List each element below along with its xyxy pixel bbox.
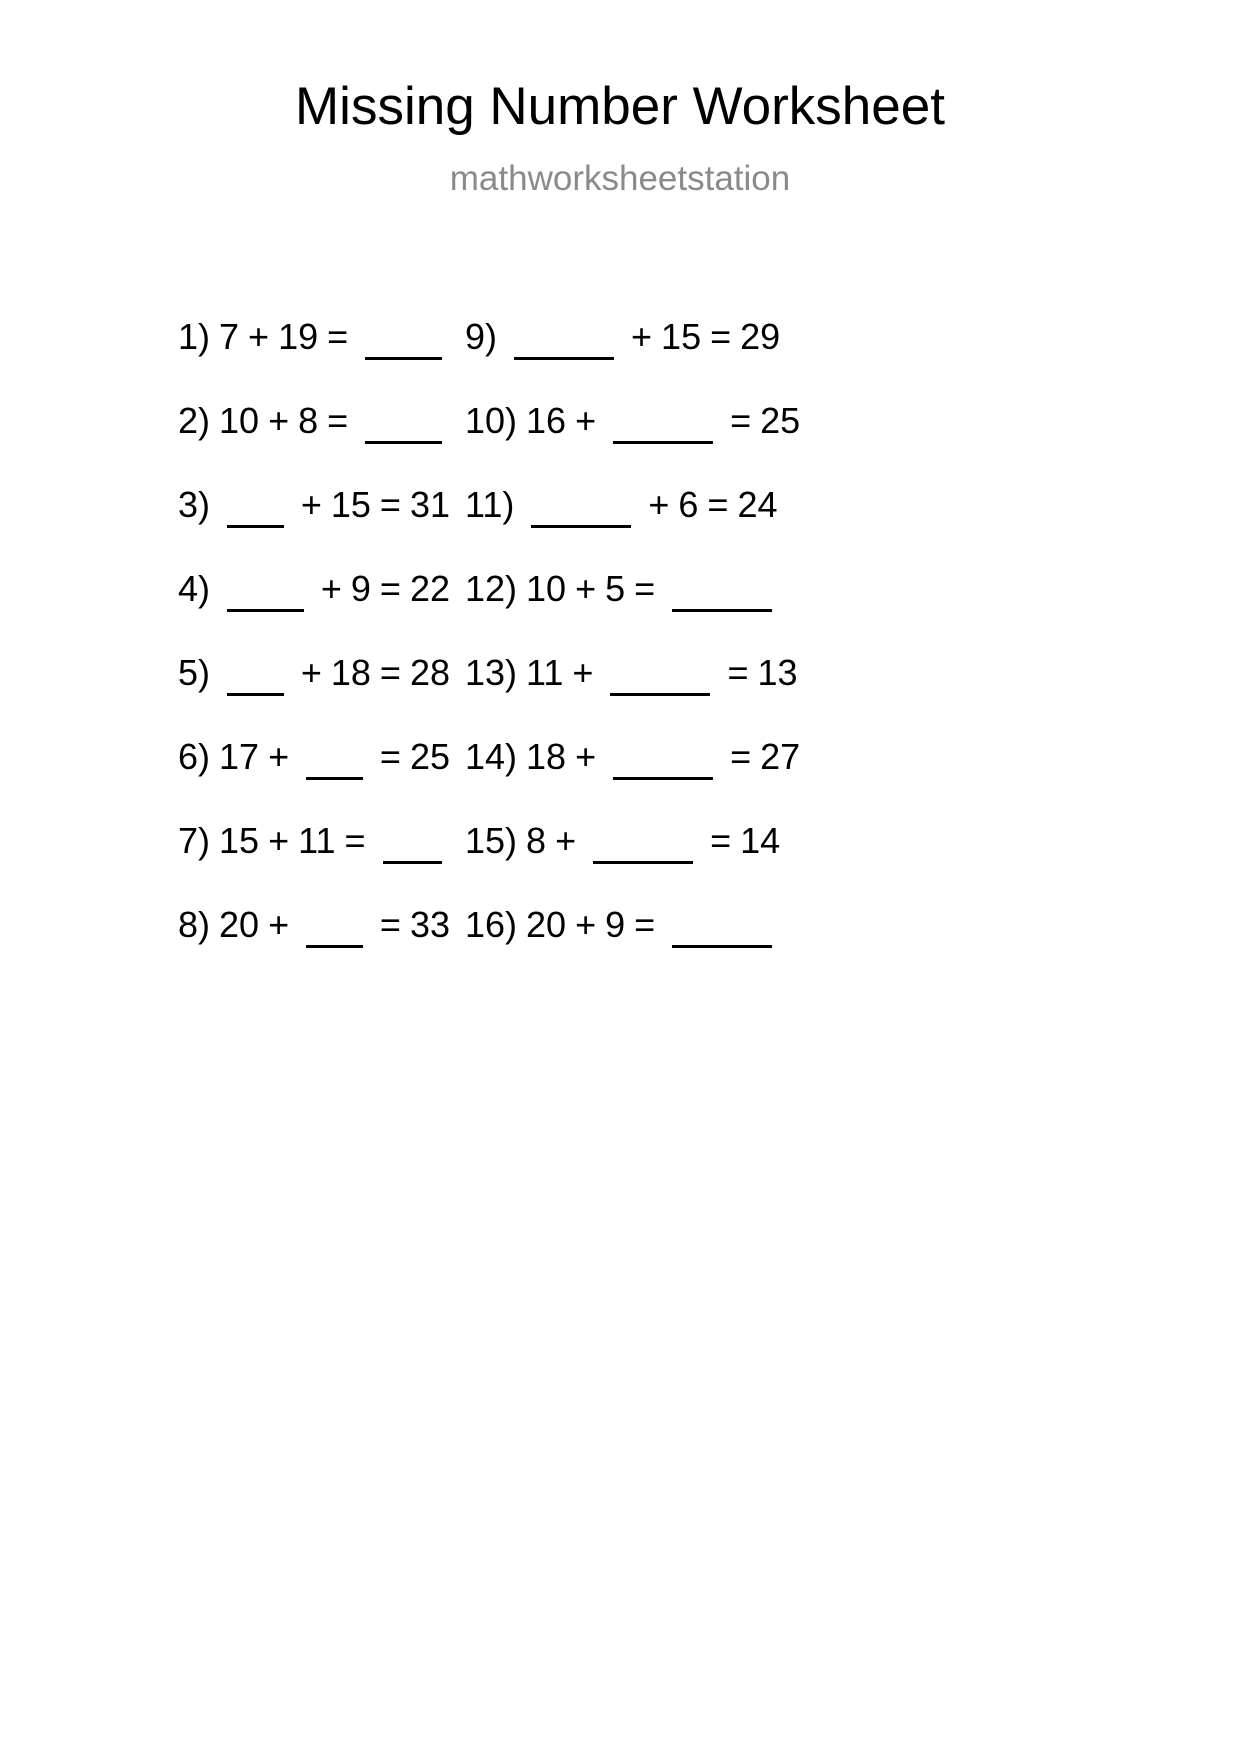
second-operand: 11 [298,820,336,861]
problem-number: 16) [465,904,518,945]
equals-operator: = [710,316,732,357]
plus-operator: + [268,736,290,777]
first-operand: 7 [219,316,240,357]
problem-row [178,715,450,799]
plus-operator: + [268,904,290,945]
second-operand: 8 [298,400,319,441]
problem-number: 13) [465,652,518,693]
answer-blank-first-operand[interactable] [531,495,631,528]
problem-row [465,463,910,547]
sum-result: 25 [760,400,801,441]
plus-operator: + [575,736,597,777]
plus-operator: + [631,316,653,357]
problem-row [465,379,910,463]
second-operand: 9 [350,568,371,609]
answer-blank-second-operand[interactable] [306,915,363,948]
sum-result: 29 [740,316,781,357]
equals-operator: = [379,904,401,945]
problem-number: 3) [178,484,211,525]
answer-blank-result[interactable] [365,327,442,360]
problem-row [465,295,910,379]
sum-result: 24 [737,484,778,525]
problem-row [465,799,910,883]
first-operand: 8 [526,820,547,861]
plus-operator: + [300,652,322,693]
right-column [450,295,910,967]
plus-operator: + [555,820,577,861]
problem-number: 14) [465,736,518,777]
answer-blank-first-operand[interactable] [514,327,614,360]
answer-blank-result[interactable] [365,411,442,444]
answer-blank-second-operand[interactable] [610,663,710,696]
answer-blank-result[interactable] [383,831,443,864]
plus-operator: + [575,904,597,945]
first-operand: 15 [219,820,260,861]
plus-operator: + [268,820,290,861]
problem-number: 9) [465,316,498,357]
answer-blank-result[interactable] [672,915,772,948]
page-title: Missing Number Worksheet [295,77,945,136]
answer-blank-first-operand[interactable] [227,495,284,528]
problem-number: 6) [178,736,211,777]
problem-number: 15) [465,820,518,861]
sum-result: 31 [409,484,450,525]
answer-blank-second-operand[interactable] [613,411,713,444]
problem-row [465,631,910,715]
equals-operator: = [634,904,656,945]
equals-operator: = [379,568,401,609]
first-operand: 10 [526,568,567,609]
first-operand: 11 [526,652,564,693]
answer-blank-first-operand[interactable] [227,579,304,612]
equals-operator: = [730,400,752,441]
sum-result: 28 [409,652,450,693]
second-operand: 15 [661,316,702,357]
problem-row [178,379,450,463]
sum-result: 33 [409,904,450,945]
equals-operator: = [344,820,366,861]
problem-row [178,295,450,379]
equals-operator: = [379,736,401,777]
sum-result: 25 [409,736,450,777]
first-operand: 17 [219,736,260,777]
problem-row [178,883,450,967]
equals-operator: = [634,568,656,609]
worksheet-header [0,0,1240,199]
second-operand: 15 [330,484,371,525]
equals-operator: = [710,820,732,861]
problem-number: 5) [178,652,211,693]
equals-operator: = [730,736,752,777]
problem-number: 4) [178,568,211,609]
first-operand: 16 [526,400,567,441]
problem-number: 1) [178,316,211,357]
equals-operator: = [379,484,401,525]
first-operand: 18 [526,736,567,777]
plus-operator: + [300,484,322,525]
equals-operator: = [327,316,349,357]
problem-number: 7) [178,820,211,861]
answer-blank-second-operand[interactable] [593,831,693,864]
answer-blank-result[interactable] [672,579,772,612]
problem-row [178,631,450,715]
equals-operator: = [379,652,401,693]
equals-operator: = [727,652,749,693]
answer-blank-second-operand[interactable] [306,747,363,780]
problem-row [178,799,450,883]
second-operand: 18 [330,652,371,693]
answer-blank-second-operand[interactable] [613,747,713,780]
first-operand: 10 [219,400,260,441]
problem-number: 2) [178,400,211,441]
first-operand: 20 [526,904,567,945]
second-operand: 9 [605,904,626,945]
sum-result: 27 [760,736,801,777]
sum-result: 13 [757,652,798,693]
second-operand: 19 [278,316,319,357]
second-operand: 6 [678,484,699,525]
first-operand: 20 [219,904,260,945]
equals-operator: = [327,400,349,441]
problem-row [465,883,910,967]
plus-operator: + [648,484,670,525]
answer-blank-first-operand[interactable] [227,663,284,696]
problem-number: 11) [465,484,515,525]
plus-operator: + [248,316,270,357]
plus-operator: + [572,652,594,693]
plus-operator: + [575,568,597,609]
problem-grid [0,295,1240,967]
plus-operator: + [268,400,290,441]
problem-number: 12) [465,568,518,609]
plus-operator: + [320,568,342,609]
problem-number: 10) [465,400,518,441]
second-operand: 5 [605,568,626,609]
problem-number: 8) [178,904,211,945]
equals-operator: = [707,484,729,525]
sum-result: 14 [740,820,781,861]
plus-operator: + [575,400,597,441]
site-attribution: mathworksheetstation [449,159,791,199]
problem-row [178,463,450,547]
sum-result: 22 [409,568,450,609]
left-column [0,295,450,967]
problem-row [465,547,910,631]
problem-row [178,547,450,631]
problem-row [465,715,910,799]
